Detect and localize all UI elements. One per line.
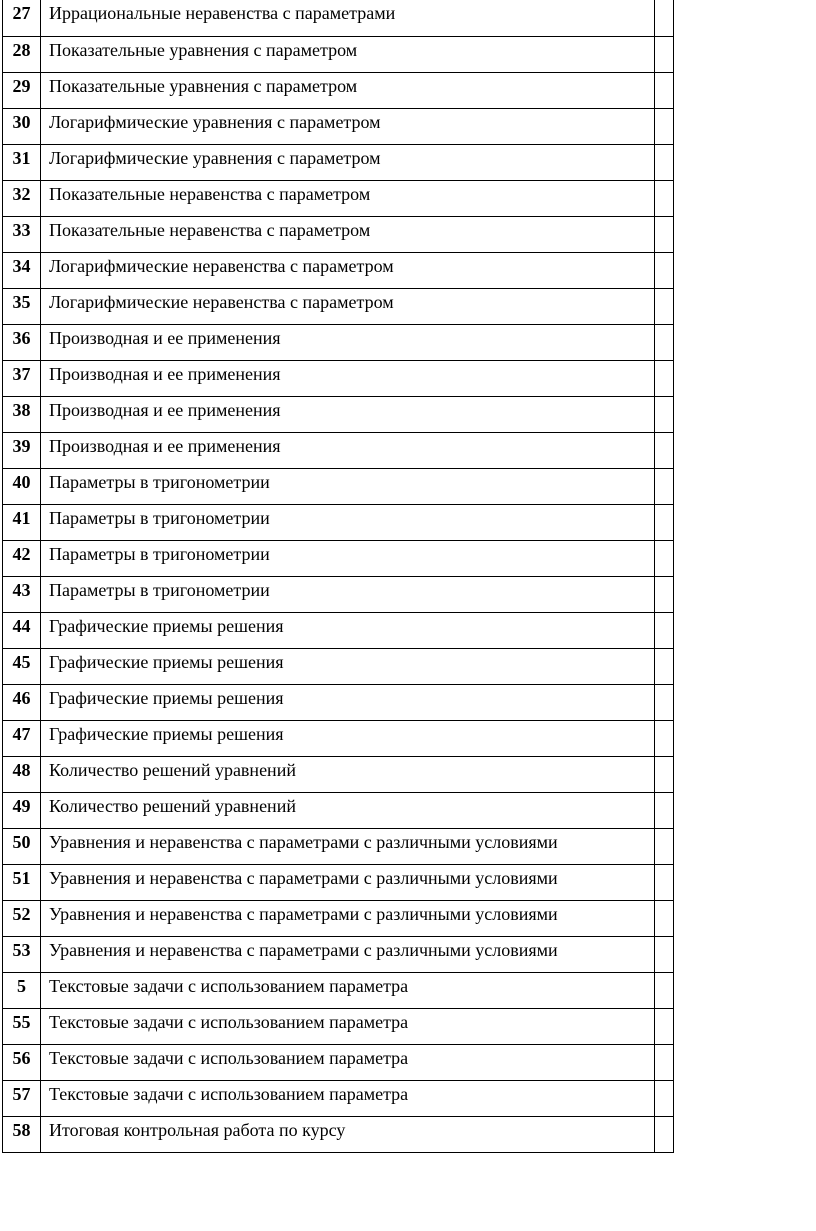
empty-cell (655, 324, 674, 360)
lesson-topic: Текстовые задачи с использованием параметра (41, 1008, 655, 1044)
empty-cell (655, 612, 674, 648)
lesson-number: 47 (3, 720, 41, 756)
lesson-number: 57 (3, 1080, 41, 1116)
lesson-number: 46 (3, 684, 41, 720)
table-row (3, 900, 674, 936)
lesson-topic: Итоговая контрольная работа по курсу (41, 1116, 655, 1152)
empty-cell (655, 180, 674, 216)
empty-cell (655, 108, 674, 144)
empty-cell (655, 504, 674, 540)
empty-cell (655, 1080, 674, 1116)
lesson-topic: Показательные неравенства с параметром (41, 180, 655, 216)
empty-cell (655, 684, 674, 720)
lesson-number: 5 (3, 972, 41, 1008)
lesson-topic: Иррациональные неравенства с параметрами (41, 0, 655, 36)
empty-cell (655, 972, 674, 1008)
empty-cell (655, 0, 674, 36)
lesson-topic: Уравнения и неравенства с параметрами с различными условиями (41, 828, 655, 864)
empty-cell (655, 396, 674, 432)
lesson-number: 43 (3, 576, 41, 612)
lesson-number: 27 (3, 0, 41, 36)
lesson-number: 49 (3, 792, 41, 828)
table-row (3, 1008, 674, 1044)
lesson-topic: Текстовые задачи с использованием параметра (41, 1080, 655, 1116)
table-row (3, 468, 674, 504)
empty-cell (655, 720, 674, 756)
lesson-plan-body (3, 0, 674, 1152)
empty-cell (655, 576, 674, 612)
lesson-topic: Уравнения и неравенства с параметрами с различными условиями (41, 936, 655, 972)
lesson-topic: Параметры в тригонометрии (41, 468, 655, 504)
table-row (3, 612, 674, 648)
lesson-number: 30 (3, 108, 41, 144)
lesson-number: 55 (3, 1008, 41, 1044)
lesson-number: 36 (3, 324, 41, 360)
table-row (3, 720, 674, 756)
lesson-topic: Показательные уравнения с параметром (41, 72, 655, 108)
lesson-topic: Текстовые задачи с использованием параметра (41, 1044, 655, 1080)
lesson-topic: Графические приемы решения (41, 612, 655, 648)
table-row (3, 864, 674, 900)
lesson-number: 44 (3, 612, 41, 648)
empty-cell (655, 792, 674, 828)
lesson-number: 38 (3, 396, 41, 432)
lesson-topic: Графические приемы решения (41, 648, 655, 684)
lesson-topic: Уравнения и неравенства с параметрами с различными условиями (41, 864, 655, 900)
lesson-topic: Логарифмические неравенства с параметром (41, 288, 655, 324)
table-row (3, 1080, 674, 1116)
lesson-number: 37 (3, 360, 41, 396)
empty-cell (655, 648, 674, 684)
empty-cell (655, 900, 674, 936)
table-row (3, 288, 674, 324)
lesson-number: 35 (3, 288, 41, 324)
empty-cell (655, 828, 674, 864)
lesson-number: 42 (3, 540, 41, 576)
lesson-number: 39 (3, 432, 41, 468)
table-row (3, 396, 674, 432)
table-row (3, 828, 674, 864)
empty-cell (655, 432, 674, 468)
lesson-number: 53 (3, 936, 41, 972)
table-row (3, 972, 674, 1008)
lesson-topic: Логарифмические уравнения с параметром (41, 144, 655, 180)
table-row (3, 936, 674, 972)
lesson-number: 28 (3, 36, 41, 72)
lesson-topic: Текстовые задачи с использованием параметра (41, 972, 655, 1008)
lesson-number: 34 (3, 252, 41, 288)
empty-cell (655, 540, 674, 576)
table-row (3, 108, 674, 144)
lesson-number: 45 (3, 648, 41, 684)
empty-cell (655, 144, 674, 180)
table-row (3, 504, 674, 540)
lesson-number: 51 (3, 864, 41, 900)
table-row (3, 684, 674, 720)
empty-cell (655, 1116, 674, 1152)
empty-cell (655, 36, 674, 72)
empty-cell (655, 864, 674, 900)
lesson-topic: Производная и ее применения (41, 324, 655, 360)
table-row (3, 648, 674, 684)
lesson-topic: Логарифмические неравенства с параметром (41, 252, 655, 288)
table-row (3, 756, 674, 792)
empty-cell (655, 360, 674, 396)
lesson-topic: Количество решений уравнений (41, 756, 655, 792)
lesson-topic: Параметры в тригонометрии (41, 540, 655, 576)
lesson-number: 41 (3, 504, 41, 540)
empty-cell (655, 1008, 674, 1044)
lesson-plan-table (2, 0, 674, 1153)
lesson-number: 52 (3, 900, 41, 936)
lesson-number: 33 (3, 216, 41, 252)
empty-cell (655, 216, 674, 252)
lesson-number: 29 (3, 72, 41, 108)
lesson-number: 31 (3, 144, 41, 180)
empty-cell (655, 468, 674, 504)
lesson-topic: Логарифмические уравнения с параметром (41, 108, 655, 144)
lesson-topic: Параметры в тригонометрии (41, 504, 655, 540)
empty-cell (655, 756, 674, 792)
lesson-topic: Производная и ее применения (41, 360, 655, 396)
table-row (3, 216, 674, 252)
lesson-topic: Показательные неравенства с параметром (41, 216, 655, 252)
table-row (3, 360, 674, 396)
table-row (3, 0, 674, 36)
lesson-topic: Показательные уравнения с параметром (41, 36, 655, 72)
lesson-number: 50 (3, 828, 41, 864)
table-row (3, 36, 674, 72)
lesson-topic: Уравнения и неравенства с параметрами с различными условиями (41, 900, 655, 936)
table-row (3, 576, 674, 612)
lesson-topic: Графические приемы решения (41, 720, 655, 756)
lesson-number: 40 (3, 468, 41, 504)
empty-cell (655, 252, 674, 288)
empty-cell (655, 1044, 674, 1080)
lesson-number: 32 (3, 180, 41, 216)
table-row (3, 72, 674, 108)
lesson-number: 58 (3, 1116, 41, 1152)
empty-cell (655, 288, 674, 324)
lesson-number: 56 (3, 1044, 41, 1080)
table-row (3, 792, 674, 828)
table-row (3, 1044, 674, 1080)
empty-cell (655, 936, 674, 972)
table-row (3, 180, 674, 216)
lesson-topic: Производная и ее применения (41, 432, 655, 468)
lesson-topic: Производная и ее применения (41, 396, 655, 432)
table-row (3, 144, 674, 180)
lesson-topic: Параметры в тригонометрии (41, 576, 655, 612)
empty-cell (655, 72, 674, 108)
table-row (3, 1116, 674, 1152)
table-row (3, 252, 674, 288)
lesson-topic: Графические приемы решения (41, 684, 655, 720)
table-row (3, 432, 674, 468)
table-row (3, 540, 674, 576)
lesson-topic: Количество решений уравнений (41, 792, 655, 828)
table-row (3, 324, 674, 360)
lesson-number: 48 (3, 756, 41, 792)
